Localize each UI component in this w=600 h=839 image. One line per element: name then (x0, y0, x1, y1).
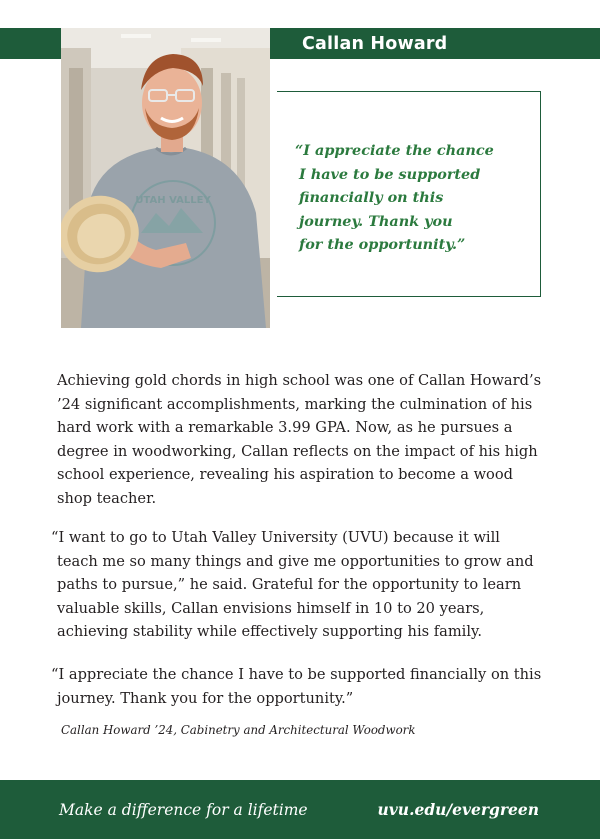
pull-quote (295, 139, 495, 257)
body-paragraph-3: “I appreciate the chance I have to be supported financially on this journey. Thank you for the opportunity.” (51, 666, 542, 707)
quote-attribution: Callan Howard ’24, Cabinetry and Architectural Woodwork (61, 723, 416, 737)
pull-quote-line: journey. Thank you (299, 212, 453, 230)
shirt-text: UTAH VALLEY (135, 195, 211, 206)
pull-quote-line: “I appreciate the chance (295, 142, 494, 159)
body-paragraph-2: “I want to go to Utah Valley University (UVU) because it will teach me so many things and give me opportunities to grow and paths to pursue,” he said. Grateful for the opportunity to learn valuable skills, Callan envisions himself in 10 to 20 years, achieving stability while effectively supporting his family. (51, 529, 534, 640)
footer-url[interactable]: uvu.edu/evergreen (377, 800, 539, 819)
student-photo (61, 28, 270, 328)
footer-tagline: Make a difference for a lifetime (59, 801, 308, 819)
pull-quote-line: I have to be supported (299, 165, 481, 183)
pull-quote-line: for the opportunity.” (299, 236, 466, 253)
pull-quote-line: financially on this (299, 189, 444, 206)
student-name: Callan Howard (302, 34, 448, 54)
body-paragraph-1: Achieving gold chords in high school was one of Callan Howard’s ’24 significant accomplishments, marking the culmination of his hard work with a remarkable 3.99 GPA. Now, as he pursues a degree in woodworking, Callan reflects on the impact of his high school experience, revealing his aspiration to become a wood shop teacher. (57, 372, 542, 507)
